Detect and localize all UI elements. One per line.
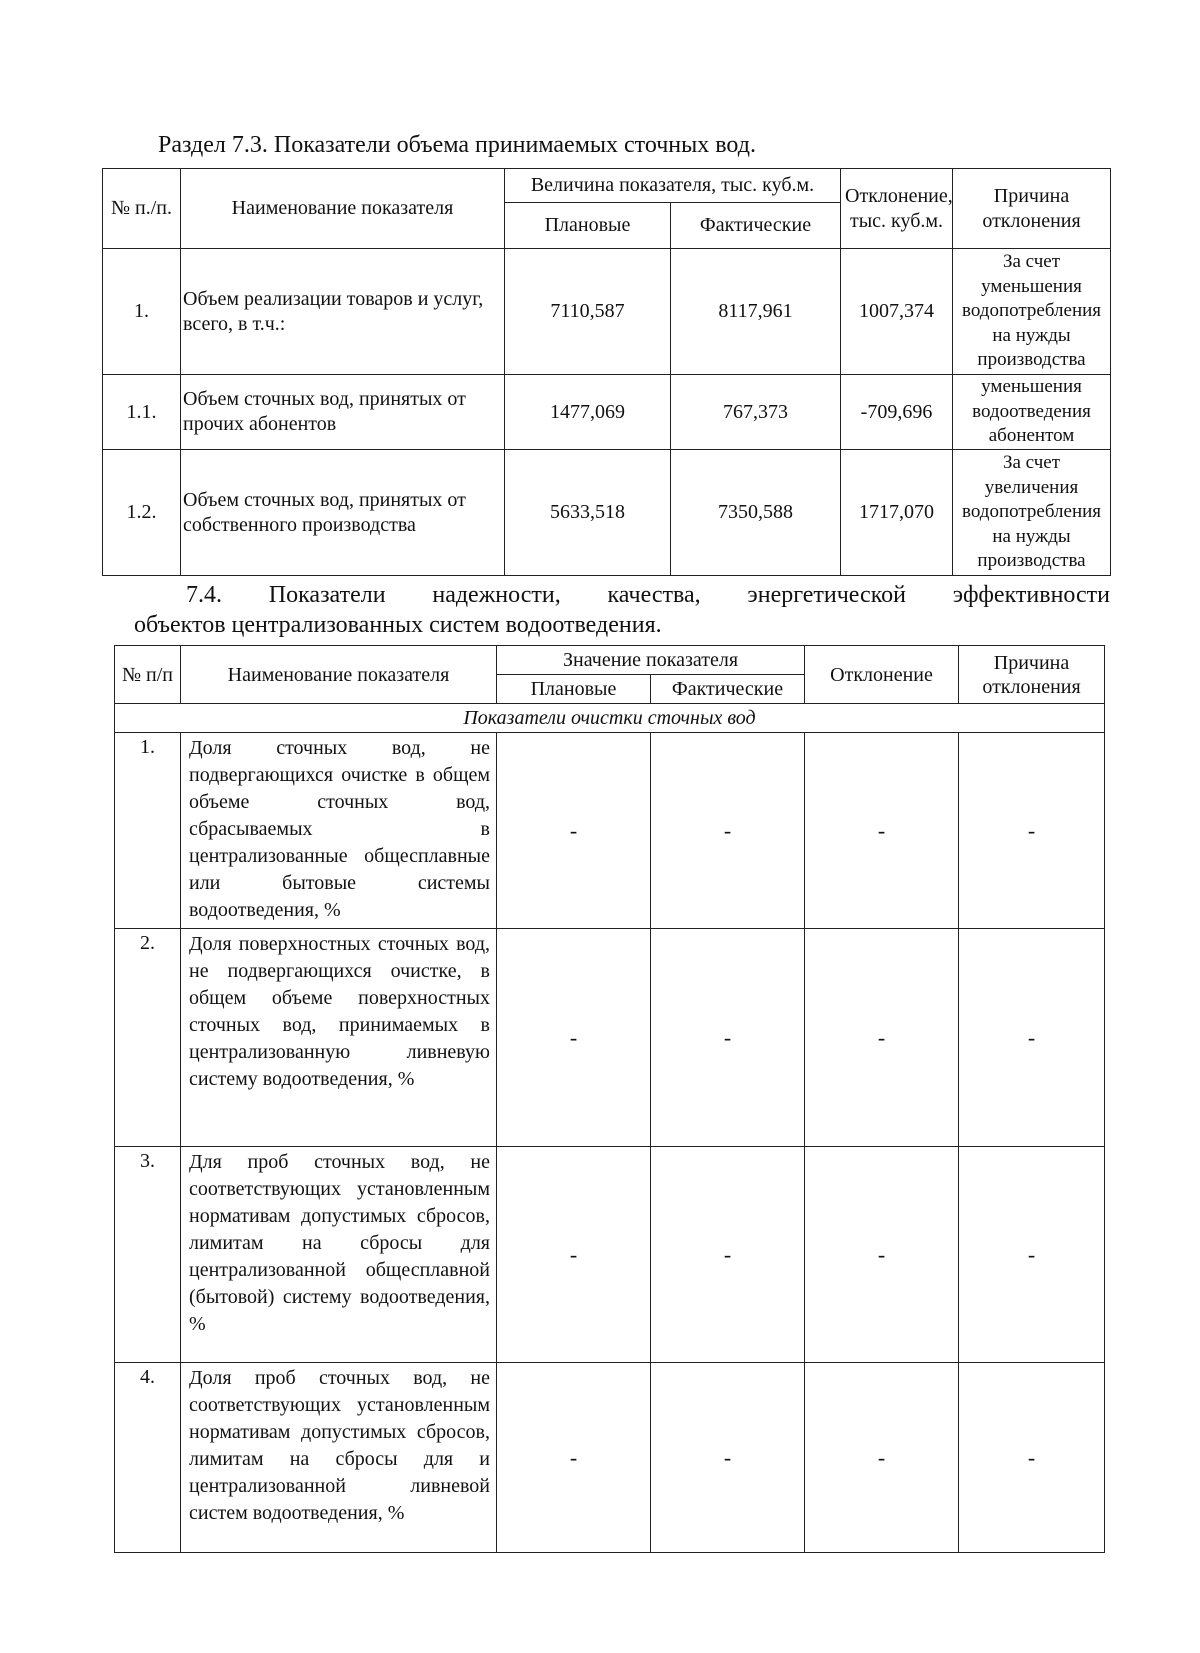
reliability-indicators-table xyxy=(114,645,1105,1553)
wastewater-volume-table xyxy=(102,168,1111,576)
row-reason: За счет увеличения водопотребления на нужды производства xyxy=(953,450,1111,576)
row-planned: - xyxy=(497,1147,651,1363)
row-name: Объем сточных вод, принятых от прочих абонентов xyxy=(181,375,505,450)
header-num: № п./п. xyxy=(103,169,181,249)
header-reason: Причина отклонения xyxy=(959,646,1105,704)
row-deviation: 1717,070 xyxy=(841,450,953,576)
table-row xyxy=(103,450,1111,576)
row-deviation: 1007,374 xyxy=(841,249,953,375)
row-actual: - xyxy=(651,1363,805,1553)
row-planned: - xyxy=(497,733,651,929)
header-value-group: Значение показателя xyxy=(497,646,805,675)
table-row xyxy=(103,249,1111,375)
header-actual: Фактические xyxy=(651,675,805,704)
row-name: Доля сточных вод, не подвергающихся очистке в общем объеме сточных вод, сбрасываемых в централизованные общесплавные или бытовые системы водоотведения, % xyxy=(181,733,497,929)
row-actual: - xyxy=(651,929,805,1147)
section-7-3-title: Раздел 7.3. Показатели объема принимаемых сточных вод. xyxy=(158,132,756,158)
row-planned: 7110,587 xyxy=(505,249,671,375)
row-actual: 8117,961 xyxy=(671,249,841,375)
section-label: Показатели очистки сточных вод xyxy=(115,704,1105,733)
row-name: Для проб сточных вод, не соответствующих установленным нормативам допустимых сбросов, лимитам на сбросы для централизованной общесплавной (бытовой) систему водоотведения, % xyxy=(181,1147,497,1363)
header-name: Наименование показателя xyxy=(181,169,505,249)
row-actual: - xyxy=(651,1147,805,1363)
row-planned: 1477,069 xyxy=(505,375,671,450)
row-name: Объем реализации товаров и услуг, всего, в т.ч.: xyxy=(181,249,505,375)
table-row xyxy=(103,375,1111,450)
table-row xyxy=(115,929,1105,1147)
header-actual: Фактические xyxy=(671,203,841,249)
row-deviation: -709,696 xyxy=(841,375,953,450)
row-name: Доля проб сточных вод, не соответствующих установленным нормативам допустимых сбросов, лимитам на сбросы для и централизованной ливневой систем водоотведения, % xyxy=(181,1363,497,1553)
row-reason: уменьшения водоотведения абонентом xyxy=(953,375,1111,450)
row-num: 1.2. xyxy=(103,450,181,576)
row-actual: 7350,588 xyxy=(671,450,841,576)
row-planned: - xyxy=(497,1363,651,1553)
row-reason: За счет уменьшения водопотребления на нужды производства xyxy=(953,249,1111,375)
row-num: 2. xyxy=(115,929,181,1147)
row-reason: - xyxy=(959,929,1105,1147)
table-row xyxy=(115,733,1105,929)
header-reason: Причина отклонения xyxy=(953,169,1111,249)
row-actual: - xyxy=(651,733,805,929)
row-reason: - xyxy=(959,1363,1105,1553)
row-deviation: - xyxy=(805,1147,959,1363)
row-num: 1.1. xyxy=(103,375,181,450)
row-actual: 767,373 xyxy=(671,375,841,450)
row-planned: 5633,518 xyxy=(505,450,671,576)
row-deviation: - xyxy=(805,929,959,1147)
header-planned: Плановые xyxy=(497,675,651,704)
row-num: 1. xyxy=(115,733,181,929)
row-num: 4. xyxy=(115,1363,181,1553)
row-num: 1. xyxy=(103,249,181,375)
row-num: 3. xyxy=(115,1147,181,1363)
row-deviation: - xyxy=(805,1363,959,1553)
row-reason: - xyxy=(959,733,1105,929)
row-planned: - xyxy=(497,929,651,1147)
table-row xyxy=(115,1363,1105,1553)
row-deviation: - xyxy=(805,733,959,929)
header-deviation: Отклонение xyxy=(805,646,959,704)
header-value-group: Величина показателя, тыс. куб.м. xyxy=(505,169,841,203)
header-deviation: Отклонение, тыс. куб.м. xyxy=(841,169,953,249)
header-planned: Плановые xyxy=(505,203,671,249)
header-name: Наименование показателя xyxy=(181,646,497,704)
table-row xyxy=(115,1147,1105,1363)
section-7-4-title-line2: объектов централизованных систем водоотведения. xyxy=(134,612,662,638)
section-7-4-title xyxy=(134,580,1110,640)
row-name: Объем сточных вод, принятых от собственного производства xyxy=(181,450,505,576)
row-reason: - xyxy=(959,1147,1105,1363)
section-7-4-title-line1: 7.4. Показатели надежности, качества, энергетической эффективности xyxy=(186,582,1110,608)
header-num: № п/п xyxy=(115,646,181,704)
row-name: Доля поверхностных сточных вод, не подвергающихся очистке, в общем объеме поверхностных сточных вод, принимаемых в централизованную ливневую систему водоотведения, % xyxy=(181,929,497,1147)
